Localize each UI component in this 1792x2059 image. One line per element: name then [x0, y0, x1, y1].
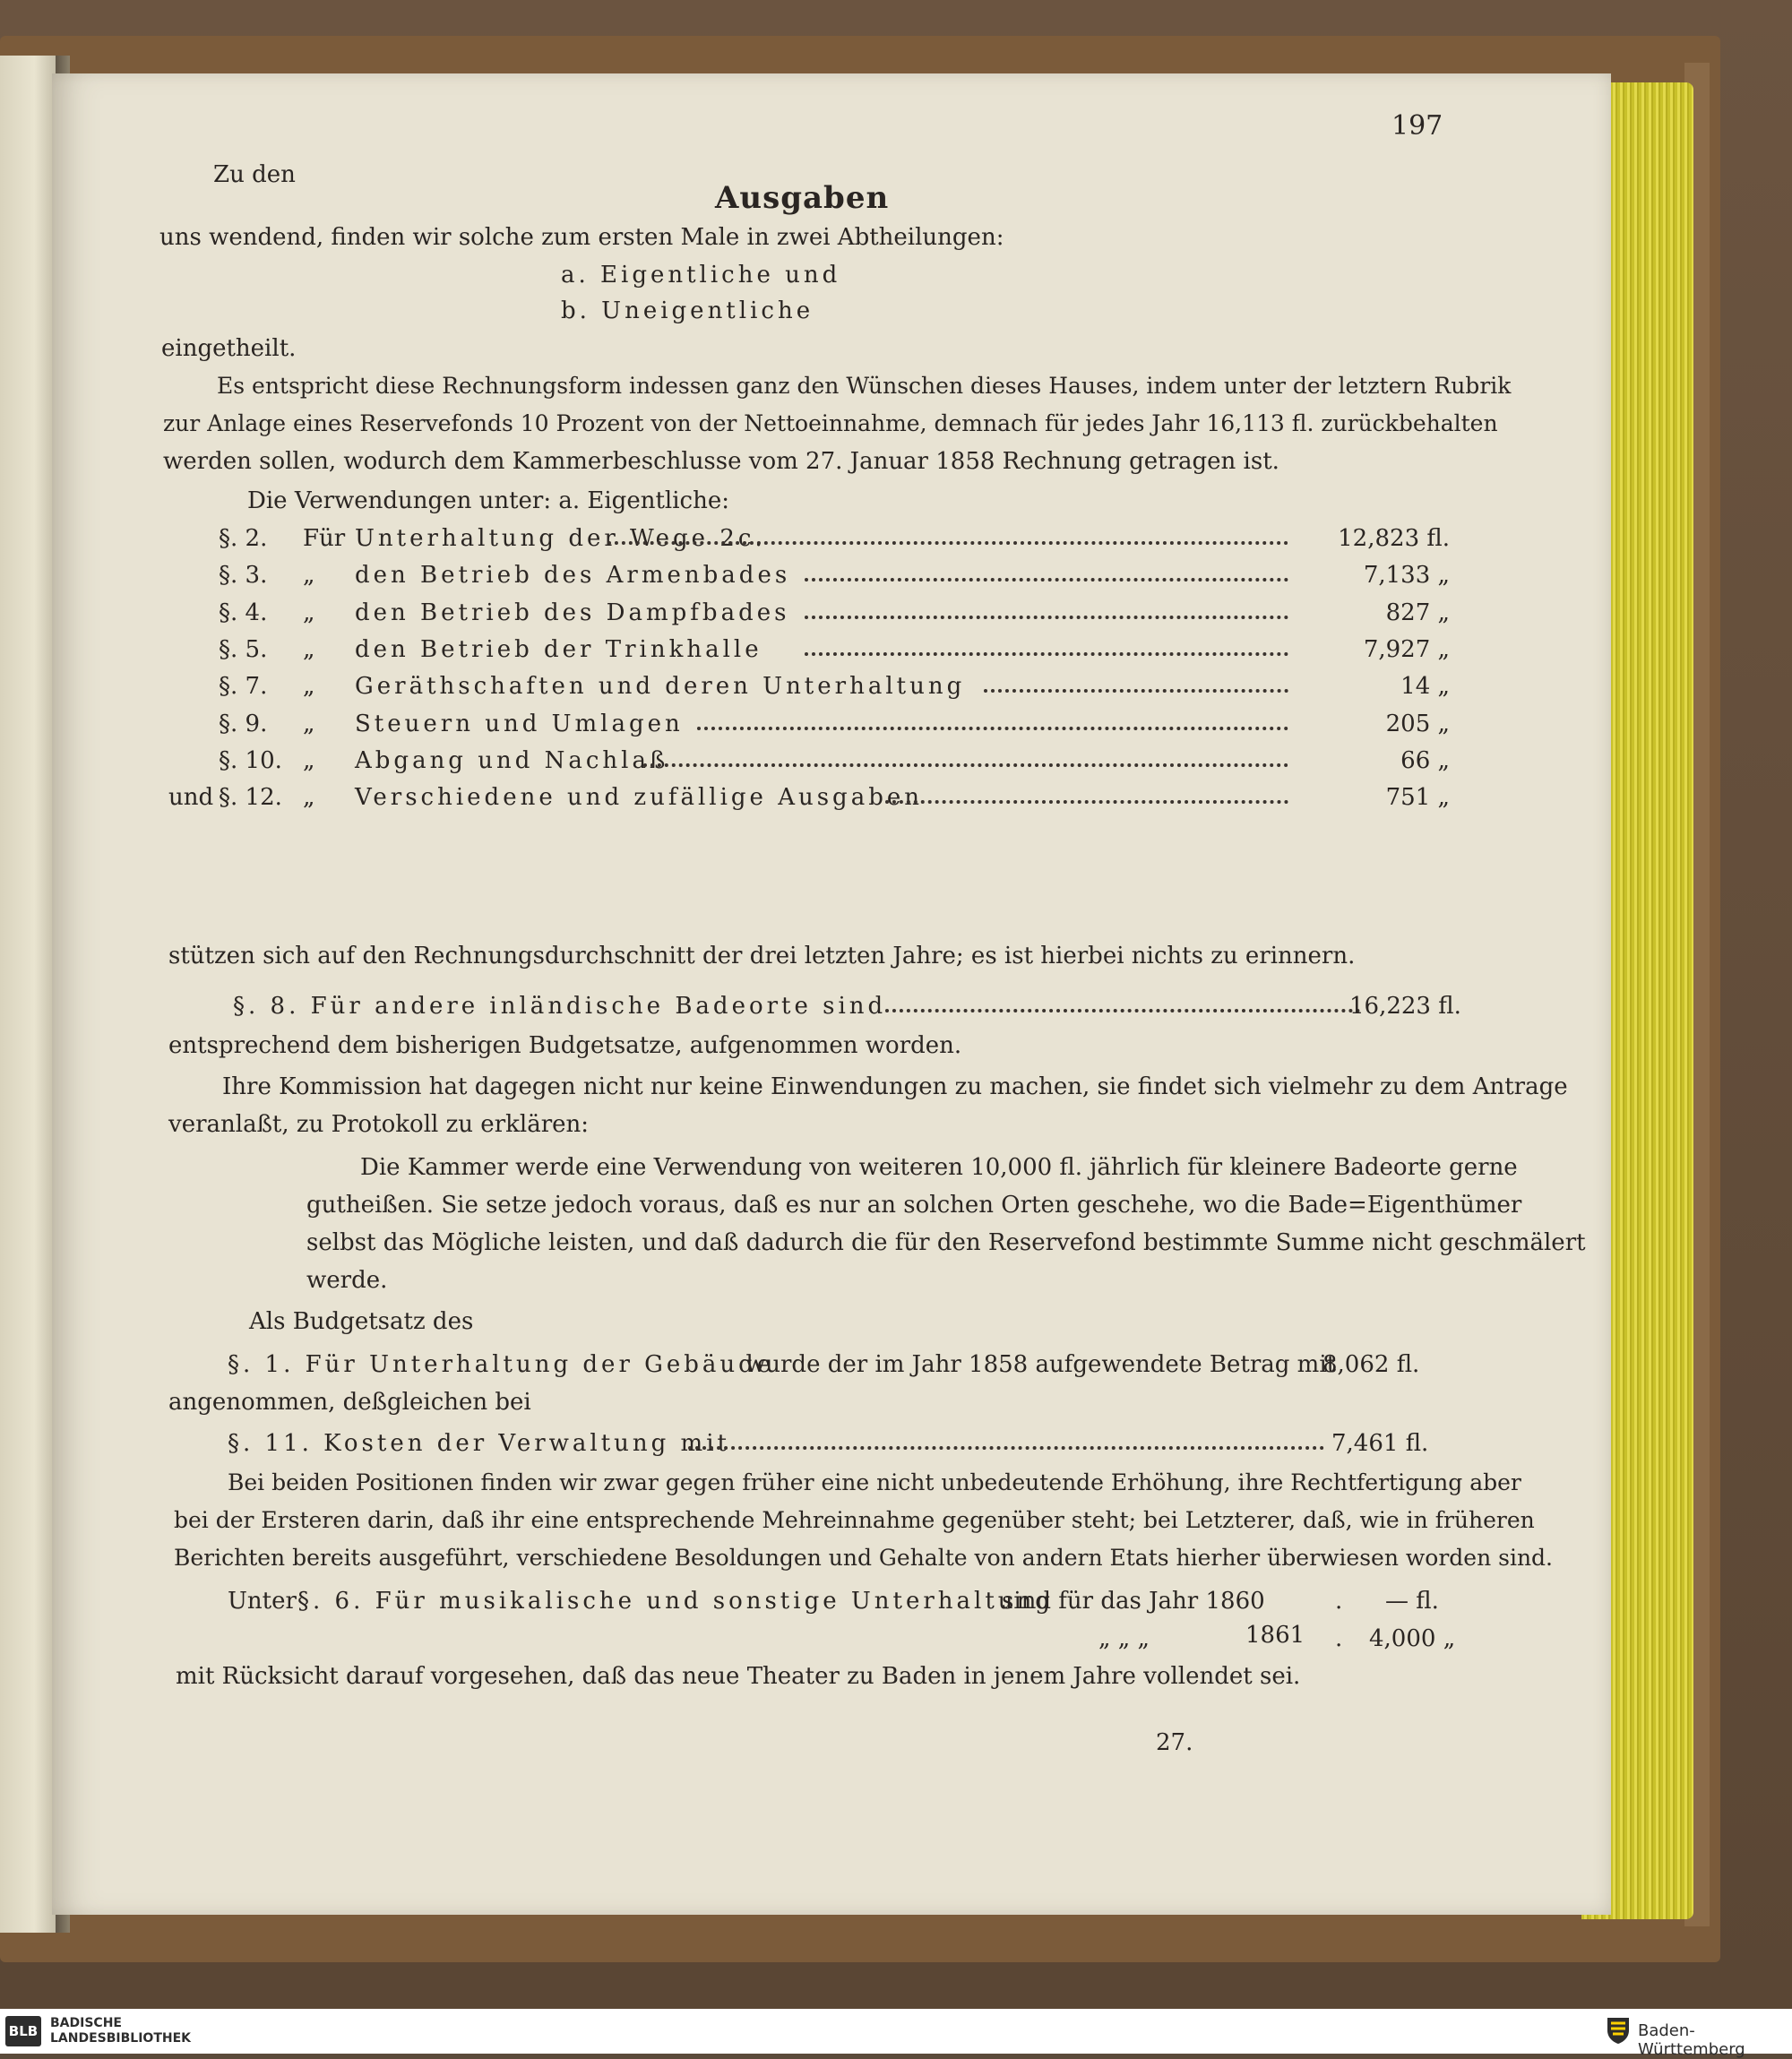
- paragraph-line: bei der Ersteren darin, daß ihr eine entsprechende Mehreinnahme gegenüber steht; bei Letzterer, daß, wie in früheren: [174, 1507, 1535, 1533]
- item-paragraph: §. 3.: [219, 562, 268, 589]
- quote-line: Die Kammer werde eine Verwendung von weiteren 10,000 fl. jährlich für kleinere Badeorte gerne: [360, 1154, 1518, 1181]
- item-amount: 827 „: [1385, 599, 1450, 626]
- item-ditto: „: [303, 747, 315, 774]
- text-line: Als Budgetsatz des: [249, 1308, 474, 1335]
- item-ditto: „: [303, 562, 315, 589]
- item-6-label: §. 6. Für musikalische und sonstige Unterhaltung: [297, 1588, 1054, 1615]
- quote-line: selbst das Mögliche leisten, und daß dadurch die für den Reservefond bestimmte Summe nicht geschmälert: [306, 1229, 1586, 1256]
- item-paragraph: §. 12.: [219, 784, 282, 811]
- library-name-line2: LANDESBIBLIOTHEK: [50, 2031, 192, 2046]
- page-number: 197: [1391, 110, 1443, 142]
- paragraph-line: Ihre Kommission hat dagegen nicht nur keine Einwendungen zu machen, sie findet sich vielmehr zu dem Antrage: [222, 1073, 1568, 1100]
- item-label: Verschiedene und zufällige Ausgaben: [355, 784, 923, 811]
- text-line: uns wendend, finden wir solche zum ersten Male in zwei Abtheilungen:: [159, 224, 1004, 251]
- item-paragraph: §. 2.: [219, 525, 268, 552]
- library-name-line1: BADISCHE: [50, 2016, 122, 2030]
- leader-dots: [805, 607, 1288, 619]
- item-ditto: „: [303, 599, 315, 626]
- paragraph-line: werden sollen, wodurch dem Kammerbeschlusse vom 27. Januar 1858 Rechnung getragen ist.: [163, 448, 1279, 475]
- item-label: Steuern und Umlagen: [355, 711, 684, 737]
- document-page: [52, 73, 1611, 1915]
- text-line: entsprechend dem bisherigen Budgetsatze, aufgenommen worden.: [168, 1032, 962, 1059]
- item-label: Unterhaltung der Wege 2c.: [355, 525, 766, 552]
- item-paragraph: §. 4.: [219, 599, 268, 626]
- text-line: b. Uneigentliche: [561, 297, 814, 324]
- item-amount: 751 „: [1385, 784, 1450, 811]
- item-label: den Betrieb des Armenbades: [355, 562, 791, 589]
- quote-line: werde.: [306, 1267, 388, 1294]
- leader-dots: [984, 680, 1288, 693]
- separator-dot: .: [1335, 1625, 1343, 1652]
- paragraph-line: Es entspricht diese Rechnungsform indessen ganz den Wünschen dieses Hauses, indem unter der letztern Rubrik: [217, 373, 1512, 399]
- leader-dots: [697, 718, 1288, 730]
- item-paragraph: §. 9.: [219, 711, 268, 737]
- text-line: angenommen, deßgleichen bei: [168, 1389, 531, 1416]
- text-line: eingetheilt.: [161, 335, 297, 362]
- item-label: Geräthschaften und deren Unterhaltung: [355, 673, 966, 700]
- blb-logo[interactable]: BLB: [5, 2016, 41, 2046]
- item-ditto: „: [303, 711, 315, 737]
- item-label: den Betrieb der Trinkhalle: [355, 636, 762, 663]
- separator-dot: .: [1335, 1588, 1343, 1615]
- leader-dots: [885, 1000, 1360, 1012]
- paragraph-line: Berichten bereits ausgeführt, verschiedene Besoldungen und Gehalte von andern Etats hierher überwiesen worden sind.: [174, 1545, 1554, 1571]
- item-paragraph: §. 5.: [219, 636, 268, 663]
- text-line: a. Eigentliche und: [561, 262, 841, 289]
- item-paragraph: §. 10.: [219, 747, 282, 774]
- leader-dots: [607, 532, 1288, 545]
- leader-dots: [643, 754, 1288, 767]
- item-ditto: Für: [303, 525, 346, 552]
- item-ditto: „: [303, 636, 315, 663]
- item-label: den Betrieb des Dampfbades: [355, 599, 790, 626]
- paragraph-line: Bei beiden Positionen finden wir zwar gegen früher eine nicht unbedeutende Erhöhung, ihre Rechtfertigung aber: [228, 1469, 1521, 1495]
- item-6-amount-1860: — fl.: [1385, 1588, 1439, 1615]
- item-6-text: sind für das Jahr 1860: [1002, 1588, 1265, 1615]
- item-label: Abgang und Nachlaß: [355, 747, 669, 774]
- text-line: Die Verwendungen unter: a. Eigentliche:: [247, 487, 729, 514]
- item-8-label: §. 8. Für andere inländische Badeorte sind: [233, 993, 887, 1020]
- item-1-amount: 8,062 fl.: [1322, 1351, 1420, 1378]
- quote-line: gutheißen. Sie setze jedoch voraus, daß es nur an solchen Orten geschehe, wo die Bade=Eigenthümer: [306, 1192, 1522, 1219]
- item-11-amount: 7,461 fl.: [1331, 1430, 1429, 1457]
- item-11-label: §. 11. Kosten der Verwaltung mit: [228, 1430, 730, 1457]
- leader-dots: [805, 569, 1288, 582]
- text-line: mit Rücksicht darauf vorgesehen, daß das neue Theater zu Baden in jenem Jahre vollendet sei.: [176, 1663, 1301, 1690]
- item-amount: 66 „: [1400, 747, 1450, 774]
- state-name[interactable]: Baden-Württemberg: [1638, 2021, 1745, 2059]
- leader-dots: [805, 643, 1288, 656]
- item-amount: 14 „: [1400, 673, 1450, 700]
- item-amount: 12,823 fl.: [1338, 525, 1450, 552]
- section-title: Ausgaben: [715, 180, 890, 216]
- text-line: Unter: [228, 1588, 297, 1615]
- item-prefix: und: [168, 784, 214, 811]
- text-line: stützen sich auf den Rechnungsdurchschnitt der drei letzten Jahre; es ist hierbei nichts zu erinnern.: [168, 943, 1356, 969]
- intro-line: Zu den: [213, 161, 296, 188]
- item-amount: 7,927 „: [1363, 636, 1450, 663]
- paragraph-line: veranlaßt, zu Protokoll zu erklären:: [168, 1111, 590, 1138]
- signature-mark: 27.: [1156, 1729, 1193, 1756]
- item-ditto: „: [303, 673, 315, 700]
- ditto-marks: „ „ „: [1098, 1625, 1150, 1652]
- item-8-amount: 16,223 fl.: [1349, 993, 1461, 1020]
- item-amount: 7,133 „: [1363, 562, 1450, 589]
- item-paragraph: §. 7.: [219, 673, 268, 700]
- item-1-label: §. 1. Für Unterhaltung der Gebäude: [228, 1351, 775, 1378]
- item-1-text: wurde der im Jahr 1858 aufgewendete Betrag mit: [745, 1351, 1337, 1378]
- paragraph-line: zur Anlage eines Reservefonds 10 Prozent von der Nettoeinnahme, demnach für jedes Jahr 16,113 fl. zurückbehalten: [163, 410, 1498, 436]
- year-1861: 1861: [1245, 1622, 1305, 1649]
- library-name[interactable]: [50, 2016, 191, 2046]
- item-amount: 205 „: [1385, 711, 1450, 737]
- coat-of-arms-icon: [1606, 2016, 1631, 2045]
- item-ditto: „: [303, 784, 315, 811]
- leader-dots: [885, 791, 1288, 804]
- item-6-amount-1861: 4,000 „: [1369, 1625, 1456, 1652]
- leader-dots: [688, 1437, 1324, 1450]
- footer-bar: [0, 2009, 1792, 2054]
